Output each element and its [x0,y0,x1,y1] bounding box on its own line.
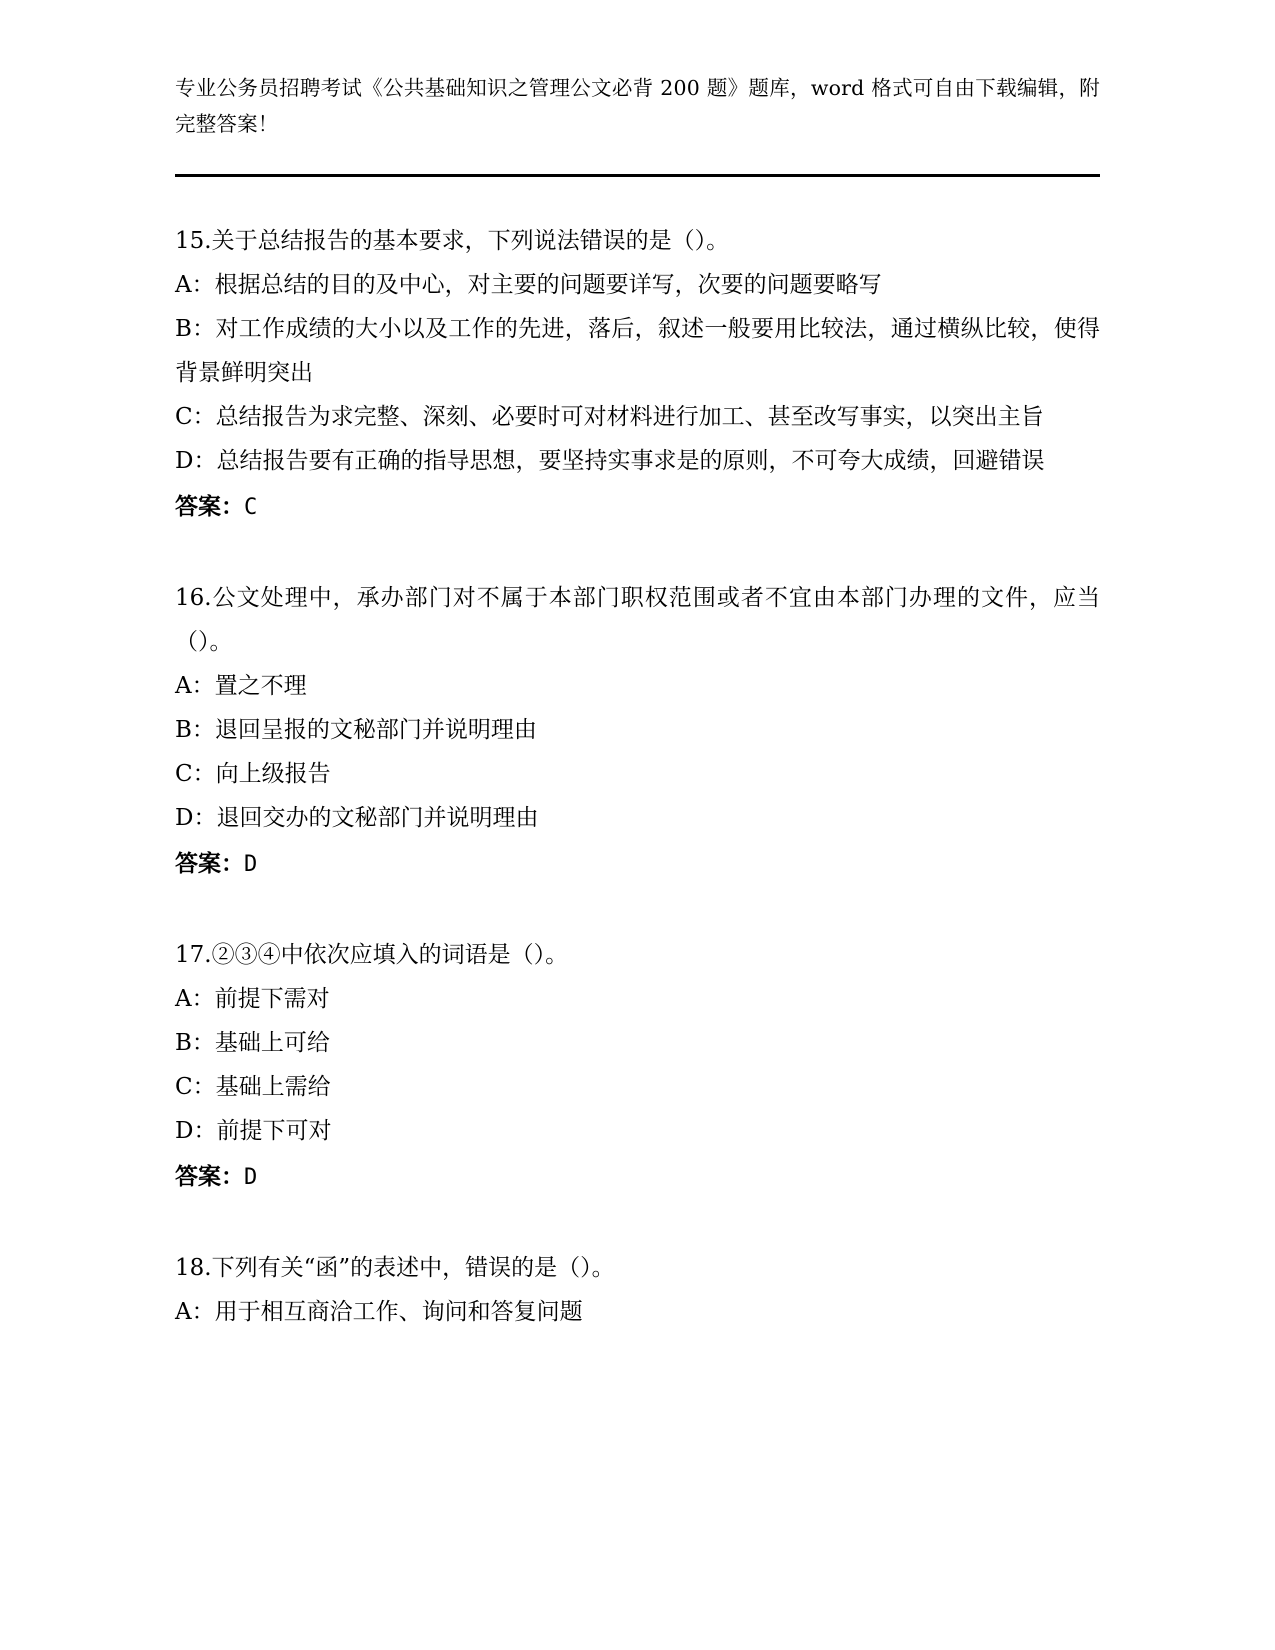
question-stem: 15.关于总结报告的基本要求，下列说法错误的是（）。 [175,228,730,254]
answer-value: D [244,852,258,877]
answer-value: C [244,495,258,520]
option-item: C：总结报告为求完整、深刻、必要时可对材料进行加工、甚至改写事实，以突出主旨 [175,404,1044,430]
answer-value: D [244,1165,258,1190]
document-header: 专业公务员招聘考试《公共基础知识之管理公文必背 200 题》题库，word 格式可自由下载编辑，附完整答案！ [175,76,1100,136]
question-stem: 18.下列有关“函”的表述中，错误的是（）。 [175,1255,615,1281]
answer-row [175,842,1100,887]
header-divider [175,174,1100,177]
answer-label: 答案： [175,1163,244,1190]
question-block [175,933,1100,1200]
answer-row [175,1155,1100,1200]
option-item: D：退回交办的文秘部门并说明理由 [175,805,539,831]
document-content [175,219,1100,1334]
question-block [175,219,1100,530]
option-item: B：退回呈报的文秘部门并说明理由 [175,717,537,743]
option-item: C：基础上需给 [175,1074,331,1100]
question-block [175,1246,1100,1334]
question-stem: 16.公文处理中，承办部门对不属于本部门职权范围或者不宜由本部门办理的文件，应当（）。 [175,585,1100,655]
option-item: A：根据总结的目的及中心，对主要的问题要详写，次要的问题要略写 [175,272,882,298]
option-item: B：对工作成绩的大小以及工作的先进，落后，叙述一般要用比较法，通过横纵比较，使得背景鲜明突出 [175,316,1100,386]
answer-row [175,485,1100,530]
option-item: C：向上级报告 [175,761,331,787]
answer-label: 答案： [175,850,244,877]
option-item: D：前提下可对 [175,1118,332,1144]
option-item: B：基础上可给 [175,1030,330,1056]
option-item: A：置之不理 [175,673,307,699]
answer-label: 答案： [175,493,244,520]
question-block [175,576,1100,887]
option-item: D：总结报告要有正确的指导思想，要坚持实事求是的原则，不可夸大成绩，回避错误 [175,448,1045,474]
question-stem: 17.②③④中依次应填入的词语是（）。 [175,942,569,968]
option-item: A：用于相互商洽工作、询问和答复问题 [175,1299,583,1325]
option-item: A：前提下需对 [175,986,330,1012]
